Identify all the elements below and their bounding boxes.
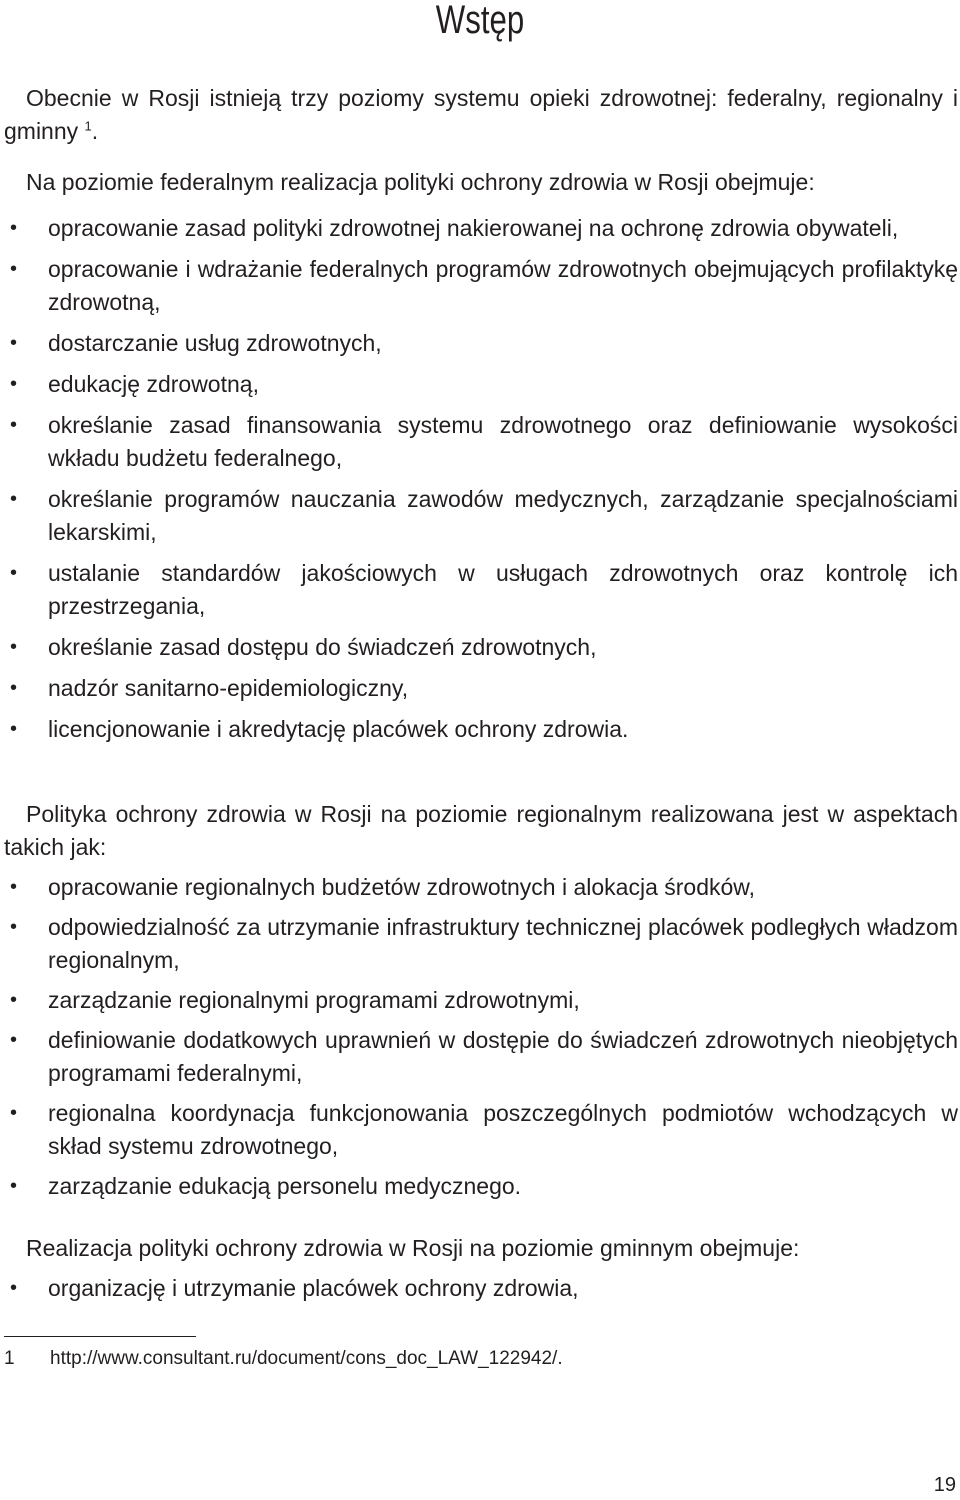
bullet-icon: •: [10, 332, 18, 354]
regional-list: [0, 871, 960, 1203]
municipal-list: [0, 1272, 960, 1305]
list-item: [0, 672, 960, 705]
bullet-icon: •: [10, 373, 18, 395]
list-item-text: określanie programów nauczania zawodów medycznych, zarządzanie specjalnościami lekarskimi,: [48, 486, 958, 545]
list-item-text: opracowanie zasad polityki zdrowotnej nakierowanej na ochronę zdrowia obywateli,: [48, 215, 899, 241]
page-number: 19: [933, 1474, 956, 1496]
list-item: [0, 368, 960, 401]
intro-period: .: [91, 118, 99, 144]
list-item-text: definiowanie dodatkowych uprawnień w dostępie do świadczeń zdrowotnych nieobjętych programami federalnymi,: [48, 1027, 958, 1086]
page-title: Wstęp: [435, 0, 525, 42]
bullet-icon: •: [10, 1175, 18, 1197]
footnote-reference: 1: [84, 118, 92, 134]
list-item-text: ustalanie standardów jakościowych w usługach zdrowotnych oraz kontrolę ich przestrzegania,: [48, 560, 958, 619]
list-item-text: opracowanie i wdrażanie federalnych programów zdrowotnych obejmujących profilaktykę zdrowotną,: [48, 256, 958, 315]
list-item: [0, 557, 960, 623]
bullet-icon: •: [10, 1029, 18, 1051]
list-item-text: regionalna koordynacja funkcjonowania poszczególnych podmiotów wchodzących w skład systemu zdrowotnego,: [48, 1100, 958, 1159]
list-item: [0, 1097, 960, 1163]
bullet-icon: •: [10, 636, 18, 658]
list-item-text: określanie zasad dostępu do świadczeń zdrowotnych,: [48, 634, 597, 660]
list-item: [0, 483, 960, 549]
list-item-text: organizację i utrzymanie placówek ochrony zdrowia,: [48, 1275, 579, 1301]
list-item: [0, 631, 960, 664]
list-item: [0, 911, 960, 977]
bullet-icon: •: [10, 989, 18, 1011]
list-item: [0, 1272, 960, 1305]
bullet-icon: •: [10, 677, 18, 699]
bullet-icon: •: [10, 488, 18, 510]
list-item-text: edukację zdrowotną,: [48, 371, 259, 397]
list-item: [0, 1170, 960, 1203]
list-item: [0, 984, 960, 1017]
bullet-icon: •: [10, 1277, 18, 1299]
list-item-text: określanie zasad finansowania systemu zdrowotnego oraz definiowanie wysokości wkładu budżetu federalnego,: [48, 412, 958, 471]
list-item-text: zarządzanie regionalnymi programami zdrowotnymi,: [48, 987, 580, 1013]
federal-list: [0, 212, 960, 746]
footnote-link[interactable]: http://www.consultant.ru/document/cons_doc_LAW_122942/.: [50, 1348, 563, 1369]
bullet-icon: •: [10, 1102, 18, 1124]
bullet-icon: •: [10, 414, 18, 436]
list-item: [0, 871, 960, 904]
list-item-text: nadzór sanitarno-epidemiologiczny,: [48, 675, 409, 701]
bullet-icon: •: [10, 258, 18, 280]
bullet-icon: •: [10, 916, 18, 938]
footnote-number: 1: [4, 1348, 15, 1369]
intro-paragraph: [4, 82, 958, 148]
list-item: [0, 253, 960, 319]
list-item-text: dostarczanie usług zdrowotnych,: [48, 330, 382, 356]
municipal-intro-paragraph: Realizacja polityki ochrony zdrowia w Rosji na poziomie gminnym obejmuje:: [26, 1235, 800, 1261]
intro-text: Obecnie w Rosji istnieją trzy poziomy systemu opieki zdrowotnej: federalny, regionalny i gminny: [4, 85, 958, 144]
list-item: [0, 713, 960, 746]
regional-intro-paragraph: Polityka ochrony zdrowia w Rosji na poziomie regionalnym realizowana jest w aspektach takich jak:: [4, 801, 958, 860]
footnote-separator: [4, 1336, 196, 1337]
bullet-icon: •: [10, 217, 18, 239]
list-item: [0, 212, 960, 245]
bullet-icon: •: [10, 876, 18, 898]
list-item-text: licencjonowanie i akredytację placówek ochrony zdrowia.: [48, 716, 629, 742]
bullet-icon: •: [10, 562, 18, 584]
list-item: [0, 327, 960, 360]
footnote: [4, 1346, 904, 1372]
list-item-text: opracowanie regionalnych budżetów zdrowotnych i alokacja środków,: [48, 874, 756, 900]
list-item-text: zarządzanie edukacją personelu medycznego.: [48, 1173, 522, 1199]
bullet-icon: •: [10, 718, 18, 740]
list-item-text: odpowiedzialność za utrzymanie infrastruktury technicznej placówek podległych władzom regionalnym,: [48, 914, 958, 973]
federal-intro-paragraph: Na poziomie federalnym realizacja polityki ochrony zdrowia w Rosji obejmuje:: [26, 169, 815, 195]
list-item: [0, 409, 960, 475]
list-item: [0, 1024, 960, 1090]
